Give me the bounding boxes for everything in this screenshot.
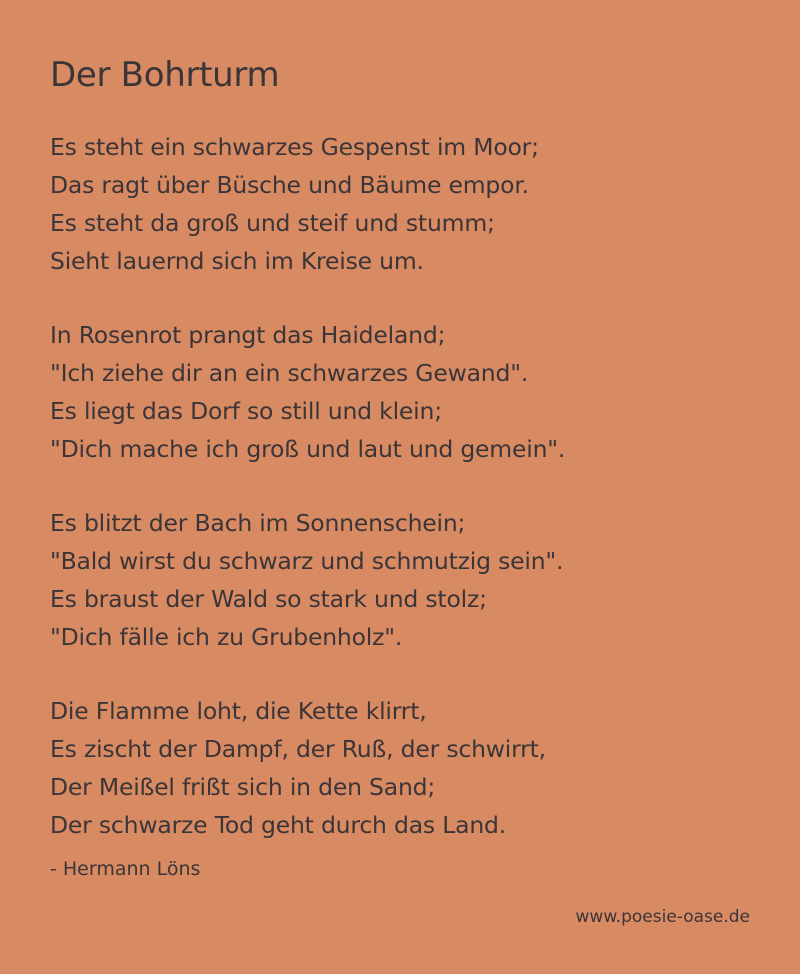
poem-body [50,128,800,844]
poem-line: Die Flamme loht, die Kette klirrt, [50,697,427,725]
poem-line: Das ragt über Büsche und Bäume empor. [50,171,529,199]
stanza-4 [50,692,800,844]
poem-line: In Rosenrot prangt das Haideland; [50,321,446,349]
poem-line: Sieht lauernd sich im Kreise um. [50,247,424,275]
stanza-3 [50,504,800,656]
poem-line: Es steht da groß und steif und stumm; [50,209,495,237]
poem-title: Der Bohrturm [50,55,280,95]
poem-line: Der schwarze Tod geht durch das Land. [50,811,507,839]
poem-line: "Ich ziehe dir an ein schwarzes Gewand". [50,359,529,387]
poem-line: Es blitzt der Bach im Sonnenschein; [50,509,466,537]
source-website: www.poesie-oase.de [575,907,750,927]
poem-author: - Hermann Löns [50,858,201,880]
poem-line: "Dich mache ich groß und laut und gemein". [50,435,566,463]
poem-line: Es liegt das Dorf so still und klein; [50,397,442,425]
poem-line: Der Meißel frißt sich in den Sand; [50,773,436,801]
stanza-2 [50,316,800,468]
stanza-1 [50,128,800,280]
poem-line: "Bald wirst du schwarz und schmutzig sein". [50,547,564,575]
poem-line: Es steht ein schwarzes Gespenst im Moor; [50,133,539,161]
poem-line: Es braust der Wald so stark und stolz; [50,585,487,613]
poem-line: Es zischt der Dampf, der Ruß, der schwirrt, [50,735,546,763]
poem-line: "Dich fälle ich zu Grubenholz". [50,623,403,651]
